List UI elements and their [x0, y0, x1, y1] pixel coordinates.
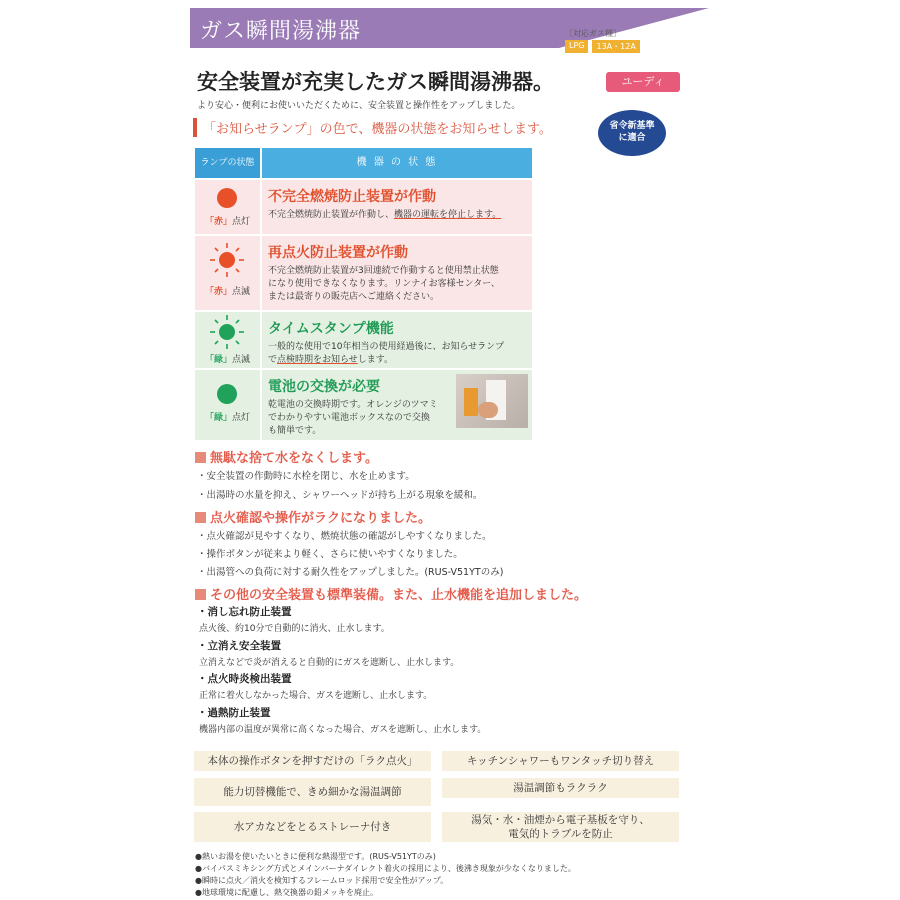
- bullet-item: ・出湯管への負荷に対する耐久性をアップしました。(RUS-V51YTのみ): [197, 567, 504, 578]
- table-row: [195, 312, 532, 368]
- state-title: 再点火防止装置が作動: [268, 245, 408, 261]
- state-desc: 不完全燃焼防止装置が3回連続で作動すると使用禁止状態 になり使用できなくなります。リンナイお客様センター、 または最寄りの販売店へご連絡ください。: [268, 266, 500, 302]
- lamp-label: 「緑」点滅: [204, 355, 251, 365]
- feature-box: 能力切替機能で、きめ細かな湯温調節: [194, 778, 431, 806]
- gas-tag-city: 13A・12A: [592, 40, 639, 53]
- device-name: ・点火時炎検出装置: [197, 673, 292, 685]
- state-desc: 不完全燃焼防止装置が作動し、機器の運転を停止します。: [268, 210, 502, 220]
- state-title: 電池の交換が必要: [268, 379, 380, 395]
- gas-tag-lpg: LPG: [565, 40, 588, 53]
- device-desc: 立消えなどで炎が消えると自動的にガスを遮断し、止水します。: [199, 658, 460, 668]
- bullet-item: ・出湯時の水量を抑え、シャワーヘッドが持ち上がる現象を緩和。: [197, 490, 483, 501]
- badge-line2: に適合: [618, 133, 646, 143]
- header-lamp-state: ランプの状態: [195, 148, 260, 178]
- device-name: ・消し忘れ防止装置: [197, 606, 292, 618]
- table-header: [195, 148, 532, 178]
- device-desc: 正常に着火しなかった場合、ガスを遮断し、止水します。: [199, 691, 433, 701]
- bullet-item: ・安全装置の作動時に水栓を閉じ、水を止めます。: [197, 471, 415, 482]
- bullet-item: ・点火確認が見やすくなり、燃焼状態の確認がしやすくなりました。: [197, 531, 492, 542]
- table-row: [195, 236, 532, 310]
- feature-box: 本体の操作ボタンを押すだけの「ラク点火」: [194, 751, 431, 771]
- battery-box-photo: [456, 374, 528, 428]
- brand-logo: ユーディ: [606, 72, 680, 92]
- red-blink-lamp-icon: [209, 242, 245, 278]
- feature-box: キッチンシャワーもワンタッチ切り替え: [442, 751, 679, 771]
- state-title: 不完全燃焼防止装置が作動: [268, 189, 436, 205]
- header-device-state: 機 器 の 状 態: [260, 148, 532, 178]
- section-title-water: 無駄な捨て水をなくします。: [195, 447, 378, 466]
- badge-line1: 省令新基準: [609, 121, 655, 131]
- footnote: ●熱いお湯を使いたいときに便利な熱湯型です。(RUS-V51YTのみ): [195, 852, 436, 861]
- section-title-ignition: 点火確認や操作がラクになりました。: [195, 507, 431, 526]
- banner-title: ガス瞬間湯沸器: [200, 19, 362, 44]
- bullet-item: ・操作ボタンが従来より軽く、さらに使いやすくなりました。: [197, 549, 463, 560]
- section-title-other: その他の安全装置も標準装備。また、止水機能を追加しました。: [195, 584, 587, 603]
- feature-box: 水アカなどをとるストレーナ付き: [194, 812, 431, 842]
- lamp-status-table: [195, 148, 532, 440]
- sub-headline: より安心・便利にお使いいただくために、安全装置と操作性をアップしました。: [197, 101, 521, 111]
- lamp-label: 「赤」点灯: [204, 217, 251, 227]
- device-desc: 機器内部の温度が異常に高くなった場合、ガスを遮断し、止水します。: [199, 725, 487, 735]
- lamp-label: 「赤」点滅: [204, 287, 251, 297]
- red-lamp-icon: [217, 188, 237, 208]
- green-lamp-icon: [217, 384, 237, 404]
- device-name: ・過熱防止装置: [197, 707, 271, 719]
- green-blink-lamp-icon: [209, 314, 245, 350]
- device-desc: 点火後、約10分で自動的に消火、止水します。: [199, 624, 390, 634]
- footnote: ●瞬時に点火／消火を検知するフレームロッド採用で安全性がアップ。: [195, 876, 449, 885]
- table-row: [195, 370, 532, 440]
- notice-title: 「お知らせランプ」の色で、機器の状態をお知らせします。: [193, 118, 552, 137]
- headline: 安全装置が充実したガス瞬間湯沸器。: [197, 70, 554, 94]
- device-name: ・立消え安全装置: [197, 640, 281, 652]
- lamp-label: 「緑」点灯: [204, 413, 251, 423]
- footnote: ●地球環境に配慮し、熱交換器の鉛メッキを廃止。: [195, 888, 378, 897]
- feature-box: 湯温調節もラクラク: [442, 778, 679, 798]
- state-desc: 乾電池の交換時期です。オレンジのツマミ でわかりやすい電池ボックスなので交換 も簡単です。: [268, 400, 438, 436]
- standard-badge: [598, 110, 666, 156]
- gas-tags: [565, 40, 640, 53]
- footnote: ●バイパスミキシング方式とメインバーナダイレクト着火の採用により、後沸き現象が少なくなりました。: [195, 864, 576, 873]
- state-title: タイムスタンプ機能: [268, 321, 394, 337]
- gas-types-label: ［対応ガス種］: [565, 29, 621, 38]
- table-row: [195, 180, 532, 234]
- state-desc: 一般的な使用で10年相当の使用経過後に、お知らせランプ で点検時期をお知らせします。: [268, 342, 505, 365]
- feature-box: 湯気・水・油煙から電子基板を守り、 電気的トラブルを防止: [442, 812, 679, 842]
